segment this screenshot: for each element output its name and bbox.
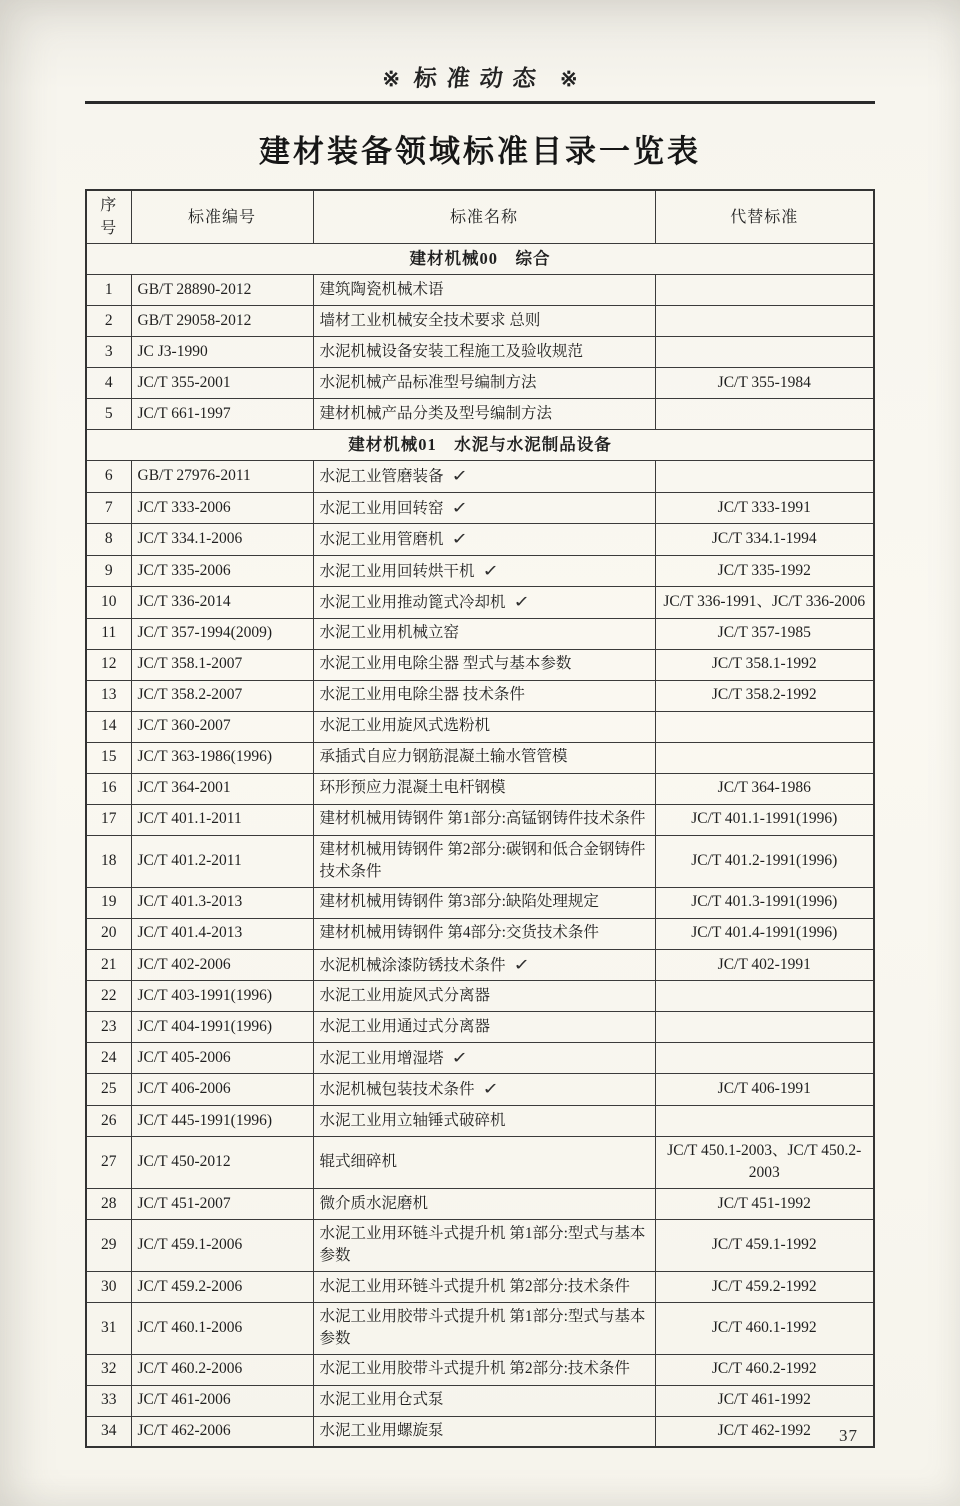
standard-name: 水泥工业用环链斗式提升机 第2部分:技术条件 (319, 1277, 630, 1295)
standard-name: 水泥机械设备安装工程施工及验收规范 (319, 343, 584, 361)
table-row (86, 649, 874, 680)
cell-code: JC/T 401.3-2013 (131, 887, 313, 918)
standard-name: 水泥机械涂漆防锈技术条件 (319, 956, 506, 974)
cell-no: 11 (86, 618, 131, 649)
cell-code: JC/T 355-2001 (131, 368, 313, 399)
cell-replaces: JC/T 459.1-1992 (655, 1219, 874, 1271)
standard-name: 水泥工业用机械立窑 (319, 624, 460, 642)
cell-no: 34 (86, 1416, 131, 1447)
cell-name (313, 949, 655, 980)
cell-name (313, 773, 655, 804)
cell-code: JC/T 333-2006 (131, 492, 313, 523)
column-header-no: 序号 (86, 190, 131, 244)
table-row (86, 1385, 874, 1416)
cell-replaces: JC/T 451-1992 (655, 1188, 874, 1219)
table-row (86, 1354, 874, 1385)
check-icon: ✓ (512, 592, 530, 612)
table-row (86, 1219, 874, 1271)
standard-name: 墙材工业机械安全技术要求 总则 (319, 312, 541, 330)
cell-no: 17 (86, 804, 131, 835)
cell-no: 23 (86, 1011, 131, 1042)
check-icon: ✓ (450, 497, 468, 517)
standard-name: 水泥工业用增湿塔 (319, 1049, 444, 1067)
cell-name (313, 368, 655, 399)
cell-name (313, 1105, 655, 1136)
cell-replaces (655, 399, 874, 430)
table-row (86, 461, 874, 492)
cell-name (313, 337, 655, 368)
table-row (86, 949, 874, 980)
standard-name: 建材机械用铸钢件 第2部分:碳钢和低合金钢铸件技术条件 (319, 840, 646, 881)
cell-replaces (655, 275, 874, 306)
check-icon: ✓ (450, 1047, 468, 1067)
check-icon: ✓ (512, 954, 530, 974)
cell-replaces: JC/T 364-1986 (655, 773, 874, 804)
table-row (86, 887, 874, 918)
cell-code: JC/T 358.1-2007 (131, 649, 313, 680)
cell-replaces: JC/T 333-1991 (655, 492, 874, 523)
cell-code: GB/T 27976-2011 (131, 461, 313, 492)
cell-no: 3 (86, 337, 131, 368)
table-row (86, 1271, 874, 1302)
cell-code: JC/T 336-2014 (131, 587, 313, 618)
cell-name (313, 742, 655, 773)
divider-line (85, 101, 875, 104)
table-row (86, 587, 874, 618)
cell-no: 28 (86, 1188, 131, 1219)
cell-code: JC J3-1990 (131, 337, 313, 368)
column-header-name: 标准名称 (313, 190, 655, 244)
cell-no: 4 (86, 368, 131, 399)
cell-name (313, 524, 655, 555)
cell-code: JC/T 445-1991(1996) (131, 1105, 313, 1136)
cell-replaces: JC/T 461-1992 (655, 1385, 874, 1416)
cell-name (313, 1416, 655, 1447)
cell-name (313, 492, 655, 523)
cell-name (313, 835, 655, 887)
cell-replaces: JC/T 460.2-1992 (655, 1354, 874, 1385)
cell-code: JC/T 460.2-2006 (131, 1354, 313, 1385)
cell-no: 33 (86, 1385, 131, 1416)
table-row (86, 555, 874, 586)
check-icon: ✓ (450, 466, 468, 486)
cell-replaces (655, 711, 874, 742)
banner-title: 标准动态 (412, 66, 548, 91)
cell-replaces (655, 1042, 874, 1073)
cell-name (313, 461, 655, 492)
table-header-row (86, 190, 874, 244)
cell-no: 7 (86, 492, 131, 523)
cell-no: 32 (86, 1354, 131, 1385)
standard-name: 水泥工业用螺旋泵 (319, 1422, 444, 1440)
standard-name: 水泥工业用立轴锤式破碎机 (319, 1111, 506, 1129)
standard-name: 环形预应力混凝土电杆钢模 (319, 779, 506, 797)
cell-code: JC/T 405-2006 (131, 1042, 313, 1073)
cell-name (313, 587, 655, 618)
cell-replaces (655, 461, 874, 492)
cell-no: 19 (86, 887, 131, 918)
page-number: 37 (839, 1426, 858, 1445)
table-row (86, 1011, 874, 1042)
cell-replaces: JC/T 401.1-1991(1996) (655, 804, 874, 835)
cell-no: 8 (86, 524, 131, 555)
cell-name (313, 649, 655, 680)
cell-replaces: JC/T 358.2-1992 (655, 680, 874, 711)
standard-name: 水泥工业用回转窑 (319, 499, 444, 517)
cell-name (313, 1271, 655, 1302)
table-row (86, 804, 874, 835)
table-row (86, 1416, 874, 1447)
cell-no: 14 (86, 711, 131, 742)
cell-code: JC/T 459.1-2006 (131, 1219, 313, 1271)
cell-code: JC/T 335-2006 (131, 555, 313, 586)
table-row (86, 711, 874, 742)
standard-name: 建筑陶瓷机械术语 (319, 281, 444, 299)
table-row (86, 835, 874, 887)
table-row (86, 306, 874, 337)
cell-name (313, 1302, 655, 1354)
table-row (86, 1074, 874, 1105)
cell-replaces (655, 980, 874, 1011)
table-row (86, 275, 874, 306)
table-row (86, 773, 874, 804)
reference-mark-left-icon: ※ (382, 67, 400, 91)
cell-no: 12 (86, 649, 131, 680)
cell-no: 22 (86, 980, 131, 1011)
cell-replaces (655, 337, 874, 368)
cell-replaces (655, 1011, 874, 1042)
cell-code: GB/T 29058-2012 (131, 306, 313, 337)
page-title: 建材装备领域标准目录一览表 (259, 134, 701, 169)
standard-name: 水泥工业用回转烘干机 (319, 562, 475, 580)
standard-name: 建材机械产品分类及型号编制方法 (319, 405, 553, 423)
cell-replaces: JC/T 462-1992 (655, 1416, 874, 1447)
cell-code: JC/T 450-2012 (131, 1136, 313, 1188)
table-row (86, 1042, 874, 1073)
standard-name: 水泥工业用胶带斗式提升机 第1部分:型式与基本参数 (319, 1307, 646, 1348)
cell-code: JC/T 451-2007 (131, 1188, 313, 1219)
cell-no: 25 (86, 1074, 131, 1105)
cell-replaces: JC/T 459.2-1992 (655, 1271, 874, 1302)
cell-code: JC/T 404-1991(1996) (131, 1011, 313, 1042)
check-icon: ✓ (481, 1079, 499, 1099)
cell-name (313, 680, 655, 711)
cell-replaces: JC/T 401.3-1991(1996) (655, 887, 874, 918)
banner (85, 60, 875, 93)
standard-name: 水泥工业用电除尘器 型式与基本参数 (319, 655, 572, 673)
cell-no: 30 (86, 1271, 131, 1302)
cell-replaces: JC/T 460.1-1992 (655, 1302, 874, 1354)
cell-code: JC/T 461-2006 (131, 1385, 313, 1416)
cell-no: 5 (86, 399, 131, 430)
standard-name: 水泥工业用仓式泵 (319, 1391, 444, 1409)
cell-name (313, 1219, 655, 1271)
column-header-replaces: 代替标准 (655, 190, 874, 244)
standard-name: 水泥机械产品标准型号编制方法 (319, 374, 537, 392)
cell-name (313, 306, 655, 337)
cell-no: 24 (86, 1042, 131, 1073)
cell-code: JC/T 401.1-2011 (131, 804, 313, 835)
cell-no: 9 (86, 555, 131, 586)
table-row (86, 742, 874, 773)
table-row (86, 980, 874, 1011)
cell-replaces: JC/T 336-1991、JC/T 336-2006 (655, 587, 874, 618)
cell-replaces: JC/T 358.1-1992 (655, 649, 874, 680)
cell-no: 29 (86, 1219, 131, 1271)
table-row (86, 524, 874, 555)
table-row (86, 680, 874, 711)
table-row (86, 918, 874, 949)
cell-name (313, 804, 655, 835)
standards-table (85, 189, 875, 1448)
cell-code: JC/T 459.2-2006 (131, 1271, 313, 1302)
cell-name (313, 918, 655, 949)
standards-table-body (86, 244, 874, 1447)
table-row (86, 1188, 874, 1219)
cell-code: JC/T 661-1997 (131, 399, 313, 430)
cell-code: JC/T 364-2001 (131, 773, 313, 804)
section-label: 建材机械01 水泥与水泥制品设备 (86, 430, 874, 461)
cell-code: GB/T 28890-2012 (131, 275, 313, 306)
table-row (86, 1136, 874, 1188)
cell-no: 10 (86, 587, 131, 618)
cell-replaces (655, 742, 874, 773)
table-row (86, 368, 874, 399)
table-row (86, 492, 874, 523)
standard-name: 微介质水泥磨机 (319, 1194, 429, 1212)
cell-no: 26 (86, 1105, 131, 1136)
table-row (86, 1302, 874, 1354)
cell-no: 31 (86, 1302, 131, 1354)
cell-name (313, 887, 655, 918)
cell-name (313, 1385, 655, 1416)
cell-name (313, 618, 655, 649)
standard-name: 水泥工业用旋风式分离器 (319, 986, 491, 1004)
cell-code: JC/T 406-2006 (131, 1074, 313, 1105)
cell-code: JC/T 363-1986(1996) (131, 742, 313, 773)
cell-name (313, 1136, 655, 1188)
standard-name: 水泥工业用推动篦式冷却机 (319, 594, 506, 612)
cell-replaces: JC/T 402-1991 (655, 949, 874, 980)
section-row (86, 244, 874, 275)
cell-name (313, 275, 655, 306)
check-icon: ✓ (481, 560, 499, 580)
cell-no: 1 (86, 275, 131, 306)
cell-no: 18 (86, 835, 131, 887)
cell-replaces (655, 306, 874, 337)
standard-name: 水泥工业用旋风式选粉机 (319, 717, 491, 735)
cell-replaces: JC/T 355-1984 (655, 368, 874, 399)
cell-name (313, 980, 655, 1011)
cell-code: JC/T 357-1994(2009) (131, 618, 313, 649)
cell-name (313, 711, 655, 742)
section-label: 建材机械00 综合 (86, 244, 874, 275)
reference-mark-right-icon: ※ (560, 67, 578, 91)
cell-name (313, 1188, 655, 1219)
standard-name: 水泥工业用环链斗式提升机 第1部分:型式与基本参数 (319, 1224, 646, 1265)
cell-replaces: JC/T 357-1985 (655, 618, 874, 649)
cell-no: 6 (86, 461, 131, 492)
standard-name: 水泥工业用胶带斗式提升机 第2部分:技术条件 (319, 1360, 630, 1378)
standard-name: 水泥机械包装技术条件 (319, 1081, 475, 1099)
section-row (86, 430, 874, 461)
standard-name: 建材机械用铸钢件 第4部分:交货技术条件 (319, 924, 599, 942)
standard-name: 建材机械用铸钢件 第1部分:高锰钢铸件技术条件 (319, 810, 646, 828)
cell-no: 13 (86, 680, 131, 711)
standard-name: 水泥工业用管磨机 (319, 531, 444, 549)
cell-replaces: JC/T 450.1-2003、JC/T 450.2-2003 (655, 1136, 874, 1188)
cell-no: 27 (86, 1136, 131, 1188)
table-row (86, 337, 874, 368)
cell-no: 21 (86, 949, 131, 980)
check-icon: ✓ (450, 529, 468, 549)
standard-name: 承插式自应力钢筋混凝土输水管管模 (319, 748, 568, 766)
cell-name (313, 1042, 655, 1073)
standard-name: 辊式细碎机 (319, 1153, 398, 1171)
cell-no: 20 (86, 918, 131, 949)
cell-replaces: JC/T 335-1992 (655, 555, 874, 586)
cell-code: JC/T 334.1-2006 (131, 524, 313, 555)
cell-code: JC/T 401.2-2011 (131, 835, 313, 887)
cell-code: JC/T 360-2007 (131, 711, 313, 742)
cell-name (313, 399, 655, 430)
cell-no: 15 (86, 742, 131, 773)
cell-code: JC/T 460.1-2006 (131, 1302, 313, 1354)
standard-name: 水泥工业用电除尘器 技术条件 (319, 686, 525, 704)
standard-name: 水泥工业用通过式分离器 (319, 1017, 491, 1035)
cell-name (313, 555, 655, 586)
cell-code: JC/T 358.2-2007 (131, 680, 313, 711)
column-header-code: 标准编号 (131, 190, 313, 244)
table-row (86, 1105, 874, 1136)
cell-code: JC/T 402-2006 (131, 949, 313, 980)
cell-replaces: JC/T 401.4-1991(1996) (655, 918, 874, 949)
cell-code: JC/T 462-2006 (131, 1416, 313, 1447)
cell-code: JC/T 403-1991(1996) (131, 980, 313, 1011)
cell-no: 16 (86, 773, 131, 804)
table-row (86, 399, 874, 430)
standard-name: 建材机械用铸钢件 第3部分:缺陷处理规定 (319, 893, 599, 911)
cell-replaces: JC/T 406-1991 (655, 1074, 874, 1105)
cell-name (313, 1011, 655, 1042)
cell-replaces: JC/T 334.1-1994 (655, 524, 874, 555)
cell-replaces: JC/T 401.2-1991(1996) (655, 835, 874, 887)
cell-no: 2 (86, 306, 131, 337)
cell-replaces (655, 1105, 874, 1136)
standard-name: 水泥工业管磨装备 (319, 468, 444, 486)
table-row (86, 618, 874, 649)
cell-code: JC/T 401.4-2013 (131, 918, 313, 949)
cell-name (313, 1354, 655, 1385)
cell-name (313, 1074, 655, 1105)
